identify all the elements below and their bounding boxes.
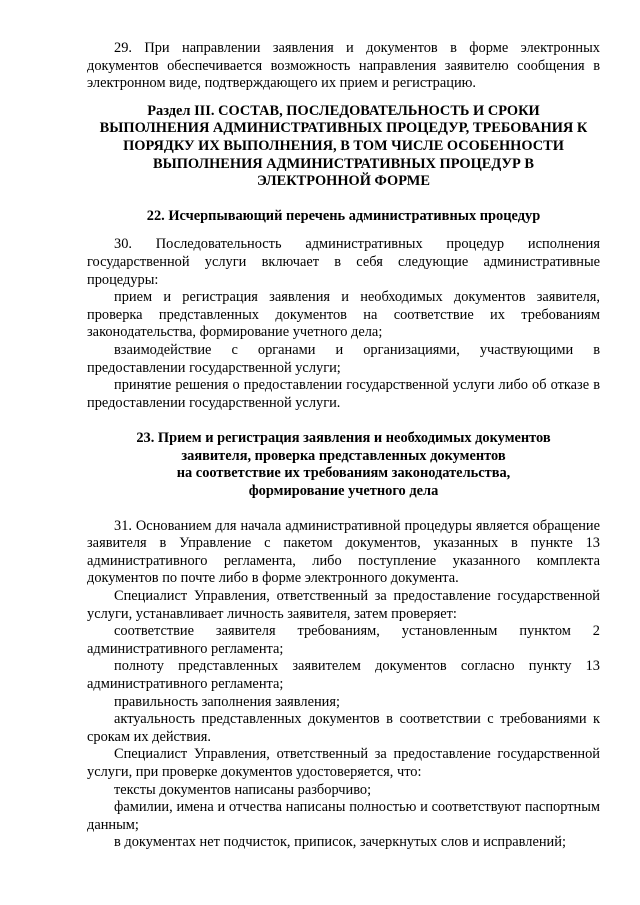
- section-3-heading-line: ВЫПОЛНЕНИЯ АДМИНИСТРАТИВНЫХ ПРОЦЕДУР, ТРЕБОВАНИЯ К: [99, 120, 588, 137]
- verify-list-item: тексты документов написаны разборчиво;: [114, 781, 372, 798]
- paragraph-30: 30. Последовательность административных процедур исполнения государственной услуги включает в себя следующие административные процедуры:: [87, 236, 600, 288]
- check-list-item: соответствие заявителя требованиям, установленным пунктом 2 административного регламента;: [87, 623, 600, 657]
- verify-list-item: в документах нет подчисток, приписок, зачеркнутых слов и исправлений;: [114, 834, 566, 851]
- subsection-23-heading: [87, 430, 600, 500]
- procedure-list-item: принятие решения о предоставлении государственной услуги либо об отказе в предоставлении государственной услуги.: [87, 377, 600, 411]
- subsection-23-heading-line: заявителя, проверка представленных документов: [181, 447, 506, 464]
- verify-intro-paragraph: Специалист Управления, ответственный за предоставление государственной услуги, при проверке документов удостоверяется, что:: [87, 746, 600, 780]
- section-3-heading-line: ПОРЯДКУ ИХ ВЫПОЛНЕНИЯ, В ТОМ ЧИСЛЕ ОСОБЕННОСТИ: [123, 137, 564, 154]
- check-list-item: правильность заполнения заявления;: [114, 693, 340, 710]
- paragraph-29: 29. При направлении заявления и документов в форме электронных документов обеспечивается возможность направления заявителю сообщения в электронном виде, подтверждающего их прием и регистрацию.: [87, 40, 600, 92]
- subsection-23-heading-line: формирование учетного дела: [248, 483, 439, 500]
- section-3-heading-line: Раздел III. СОСТАВ, ПОСЛЕДОВАТЕЛЬНОСТЬ И СРОКИ: [147, 102, 540, 119]
- subsection-23-heading-line: на соответствие их требованиям законодательства,: [176, 465, 511, 482]
- procedure-list-item: взаимодействие с органами и организациями, участвующими в предоставлении государственной услуги;: [87, 341, 600, 376]
- section-3-heading-line: ЭЛЕКТРОННОЙ ФОРМЕ: [257, 173, 430, 190]
- section-3-heading: [87, 103, 600, 191]
- paragraph-31: 31. Основанием для начала административной процедуры является обращение заявителя в Управление с пакетом документов, указанных в пункте 13 административного регламента, либо поступление указанного комплекта документов по почте либо в форме электронного документа.: [87, 517, 600, 587]
- check-intro-paragraph: Специалист Управления, ответственный за предоставление государственной услуги, устанавливает личность заявителя, затем проверяет:: [87, 588, 600, 622]
- verify-list-item: фамилии, имена и отчества написаны полностью и соответствуют паспортным данным;: [87, 799, 600, 833]
- section-3-heading-line: ВЫПОЛНЕНИЯ АДМИНИСТРАТИВНЫХ ПРОЦЕДУР В: [152, 155, 535, 172]
- check-list-item: полноту представленных заявителем документов согласно пункту 13 административного регламента;: [87, 658, 600, 692]
- check-list-item: актуальность представленных документов в соответствии с требованиями к срокам их действия.: [87, 711, 600, 745]
- subsection-23-heading-line: 23. Прием и регистрация заявления и необходимых документов: [136, 430, 551, 447]
- subsection-22-heading: 22. Исчерпывающий перечень административных процедур: [146, 207, 541, 224]
- procedure-list-item: прием и регистрация заявления и необходимых документов заявителя, проверка представленных документов на соответствие их требованиям законодательства, формирование учетного дела;: [87, 289, 600, 341]
